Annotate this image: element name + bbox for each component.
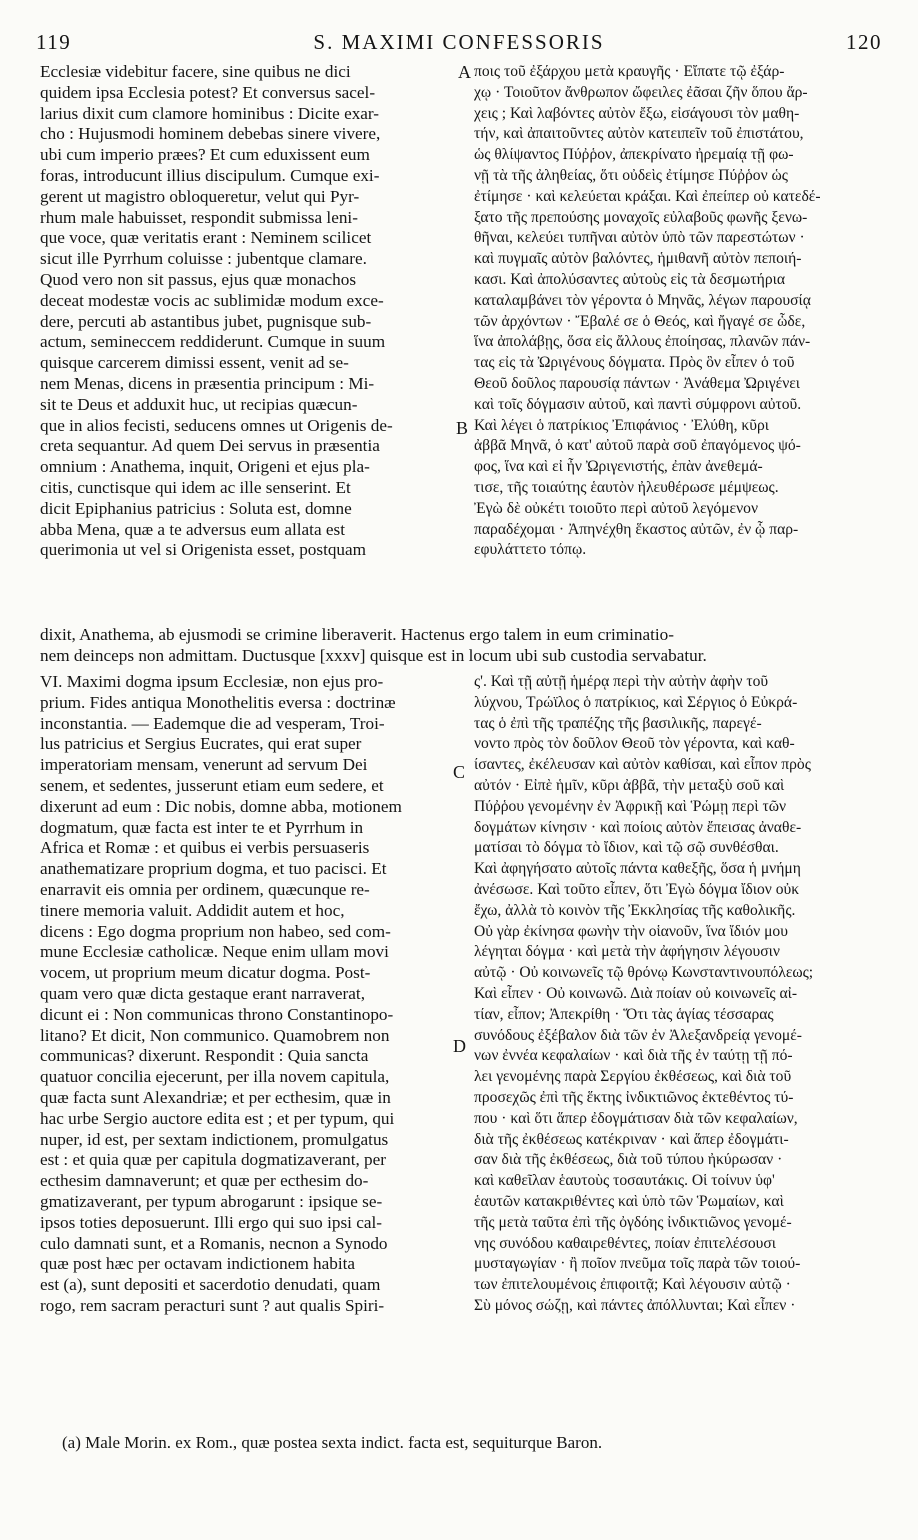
text-line: ματίσαι τὸ δόγμα τὸ ἴδιον, καὶ τῷ σῷ συνθέσθαι. (474, 839, 779, 857)
text-line: λύχνου, Τρώϊλος ὁ πατρίκιος, καὶ Σέργιος ὁ Εὐκρά- (474, 693, 798, 711)
text-line: dicens : Ego dogma proprium non habeo, sed com- (40, 921, 391, 941)
text-line: hac urbe Sergio auctore edita est ; et per typum, qui (40, 1108, 395, 1128)
text-line: gerent ut magistro obloqueretur, velut qui Pyr- (40, 186, 360, 206)
text-line: querimonia ut vel si Origenista esset, postquam (40, 540, 367, 560)
text-line: δογμάτων κίνησιν · καὶ ποίοις αὐτὸν ἔπεισας ἀναθε- (474, 818, 802, 836)
text-line: θῆναι, κελεύει τυπῆναι αὐτὸν ὑπὸ τῶν παρεστώτων · (474, 229, 805, 247)
text-line: ἵνα ἀπολάβῃς, ὅσα εἰς ἄλλους ἐποίησας, πλανῶν πάν- (474, 333, 811, 351)
text-line: mune Ecclesiæ catholicæ. Neque enim ullam movi (40, 942, 389, 962)
text-line: tinere memoria valuit. Addidit autem et hoc, (40, 900, 345, 920)
text-line: τισε, τῆς τοιαύτης ἑαυτὸν ἠλευθέρωσε μέμψεως. (474, 478, 779, 496)
text-line: Quod vero non sit passus, ejus quæ monachos (40, 269, 357, 289)
text-line: lus patricius et Sergius Eucrates, qui erat super (40, 734, 362, 754)
text-line: actum, semineccem reddiderunt. Cumque in suum (40, 332, 386, 352)
text-line: litano? Et dicit, Non communico. Quamobrem non (40, 1025, 390, 1045)
text-line: φος, ἵνα καὶ εἰ ἦν Ὠριγενιστής, ἐπὰν ἀνεθεμά- (474, 458, 763, 476)
text-line: que voce, quæ veritatis erant : Neminem scilicet (40, 228, 372, 248)
text-line: est : et quia quæ per capitula dogmatizaverant, per (40, 1150, 387, 1170)
text-line: sit te Deus et adduxit huc, ut recipias quæcun- (40, 394, 358, 414)
text-line: dixit, Anathema, ab ejusmodi se crimine liberaverit. Hactenus ergo talem in eum criminatio- (40, 625, 674, 644)
text-line: τίαν, εἶπον; Ἀπεκρίθη · Ὅτι τὰς ἁγίας τέσσαρας (474, 1005, 774, 1023)
text-line: τήν, καὶ ἀπαιτοῦντες αὐτὸν κατειπεῖν τοῦ ἐπιστάτου, (474, 125, 804, 143)
full-width-lines (40, 625, 880, 667)
greek-column-top (474, 62, 884, 561)
text-line: τας ὁ ἐπὶ τῆς τραπέζης τῆς βασιλικῆς, παρεγέ- (474, 714, 762, 732)
text-line: αὐτῷ · Οὐ κοινωνεῖς τῷ θρόνῳ Κωνσταντινουπόλεως; (474, 964, 814, 982)
text-line: quidem ipsa Ecclesia potest? Et conversus sacel- (40, 82, 376, 102)
page-header (36, 30, 882, 60)
page-number-left: 119 (36, 30, 72, 54)
text-line: χεις ; Καὶ λαβόντες αὐτὸν ἔξω, εἰσάγουσι τὸν μαθη- (474, 104, 800, 122)
text-line: Καὶ εἶπεν · Οὐ κοινωνῶ. Διὰ ποίαν οὐ κοινωνεῖς αἰ- (474, 984, 798, 1002)
latin-column-bottom (40, 672, 458, 1317)
text-line: ubi cum imperio præes? Et cum eduxissent eum (40, 145, 370, 165)
text-line: gmatizaverant, per typum abrogarunt : ipsique se- (40, 1191, 383, 1211)
text-line: imperatoriam mensam, venerunt ad servum Dei (40, 755, 368, 775)
text-line: citis, cunctisque qui idem ac ille senserint. Et (40, 477, 351, 497)
text-line: καὶ καθεῖλαν ἑαυτοὺς τοσαυτάκις. Οἱ τοίνυν ὑφ' (474, 1172, 775, 1190)
text-line: foras, introducunt illius discipulum. Cumque exi- (40, 165, 380, 185)
text-line: dixerunt ad eum : Dic nobis, domne abba, motionem (40, 796, 402, 816)
text-line: inconstantia. — Eademque die ad vesperam, Troi- (40, 713, 385, 733)
text-line: abba Mena, quæ a te adversus eum allata est (40, 519, 345, 539)
text-line: ecthesim damnaverunt; et quæ per ecthesim do- (40, 1171, 369, 1191)
text-line: anathematizare proprium dogma, et tuo pacisci. Et (40, 859, 387, 879)
text-line: culo damnati sunt, et a Romanis, necnon a Synodo (40, 1233, 388, 1253)
text-line: communicas? dixerunt. Respondit : Quia sancta (40, 1046, 369, 1066)
text-line: Θεοῦ δοῦλος παρουσίᾳ πάντων · Ἀνάθεμα Ὠριγένει (474, 374, 800, 392)
text-line: enarravit eis omnia per ordinem, quæcunque re- (40, 879, 370, 899)
text-line: sicut ille Pyrrhum coluisse : jubentque clamare. (40, 249, 367, 269)
text-line: Ἐγὼ δὲ οὐκέτι τοιοῦτο περὶ αὐτοῦ λεγόμενον (474, 499, 759, 517)
text-line: VI. Maximi dogma ipsum Ecclesiæ, non ejus pro- (40, 672, 384, 691)
text-line: Καὶ λέγει ὁ πατρίκιος Ἐπιφάνιος · Ἐλύθη, κῦρι (474, 416, 769, 434)
text-line: Καὶ ἀφηγήσατο αὐτοῖς πάντα καθεξῆς, ὅσα ἡ μνήμη (474, 860, 801, 878)
text-line: ξατο τῆς πρεπούσης μοναχοῖς εὐλαβοῦς φωνῆς ξενω- (474, 208, 808, 226)
text-line: τας εἰς τὰ Ὠριγένους δόγματα. Πρὸς ὃν εἶπεν ὁ τοῦ (474, 354, 795, 372)
text-line: dicunt ei : Non communicas throno Constantinopo- (40, 1004, 394, 1024)
text-line: νης συνόδου καθαιρεθέντες, ποίαν ἐπιτελέσουσι (474, 1234, 776, 1252)
text-line: ἐτίμησε · καὶ κελεύεται κράξαι. Καὶ ἐπείπερ οὐ κατεδέ- (474, 187, 821, 205)
text-line: ἑαυτῶν κατακριθέντες καὶ ὑπὸ τῶν Ῥωμαίων, καὶ (474, 1192, 784, 1210)
greek-column-bottom (474, 672, 884, 1317)
margin-marker-c: C (453, 762, 466, 782)
text-line: senem, et sedentes, jusserunt etiam eum sedere, et (40, 775, 384, 795)
text-line: νοντο πρὸς τὸν δοῦλον Θεοῦ τὸν γέροντα, καὶ καθ- (474, 735, 795, 753)
text-line: λέγηται δόγμα · καὶ μετὰ τὴν ἀφήγησιν λέγουσιν (474, 943, 780, 961)
text-line: quisque carcerem dimissi essent, venit ad se- (40, 353, 349, 373)
text-line: διὰ τῆς ἐκθέσεως κατέκριναν · καὶ ἅπερ ἐδογμάτι- (474, 1130, 789, 1148)
text-line: deceat modestæ vocis ac sublimidæ modum exce- (40, 290, 384, 310)
text-line: quam vero quæ dicta gestaque erant narraverat, (40, 983, 365, 1003)
text-line: αὐτόν · Εἰπὲ ἡμῖν, κῦρι ἀββᾶ, τὴν μεταξὺ σοῦ καὶ (474, 776, 785, 794)
page-number-right: 120 (846, 30, 882, 54)
text-line: quæ post hæc per octavam indictionem habita (40, 1254, 356, 1274)
text-line: ἀββᾶ Μηνᾶ, ὁ κατ' αὐτοῦ παρὰ σοῦ ἐπαγόμενος ψό- (474, 437, 801, 455)
text-line: εφυλάττετο τόπῳ. (474, 541, 587, 559)
text-line: τῆς μετὰ ταῦτα ἐπὶ τῆς ὀγδόης ἰνδικτιῶνος γενομέ- (474, 1213, 792, 1231)
text-line: ἀνέσωσε. Καὶ τοῦτο εἶπεν, ὅτι Ἐγὼ δόγμα ἴδιον οὐκ (474, 880, 800, 898)
text-line: λει γενομένης παρὰ Σεργίου ἐκθέσεως, καὶ διὰ τοῦ (474, 1068, 792, 1086)
text-line: quatuor concilia ejecerunt, per illa novem capitula, (40, 1067, 390, 1087)
text-line: quæ facta sunt Alexandriæ; et per ecthesim, quæ in (40, 1087, 391, 1107)
text-line: ποις τοῦ ἐξάρχου μετὰ κραυγῆς · Εἴπατε τῷ ἐξάρ- (474, 63, 785, 80)
text-line: nem deinceps non admittam. Ductusque [xxxv] quisque est in locum ubi sub custodia servabatur. (40, 645, 707, 665)
text-line: creta sequantur. Ad quem Dei servus in præsentia (40, 436, 380, 456)
text-line: est (a), sunt depositi et sacerdotio denudati, quam (40, 1275, 381, 1295)
margin-marker-b: B (456, 418, 469, 438)
text-line: συνόδους ἐξέβαλον διὰ τῶν ἐν Ἀλεξανδρείᾳ γενομέ- (474, 1026, 802, 1044)
text-line: Africa et Romæ : et quibus ei verbis persuaseris (40, 838, 370, 858)
text-line: νων ἐννέα κεφαλαίων · καὶ διὰ τῆς ἐν ταύτῃ τῇ πό- (474, 1047, 793, 1065)
margin-marker-a: A (458, 62, 471, 82)
text-line: que in alios fecisti, seducens omnes ut Origenis de- (40, 415, 393, 435)
text-line: τῶν ἀρχόντων · Ἔβαλέ σε ὁ Θεός, καὶ ἤγαγέ σε ὧδε, (474, 312, 806, 330)
text-line: nuper, id est, per sextam indictionem, promulgatus (40, 1129, 389, 1149)
latin-column-top (40, 62, 458, 561)
text-line: ς'. Καὶ τῇ αὐτῇ ἡμέρᾳ περὶ τὴν αὐτὴν ἀφὴν τοῦ (474, 673, 769, 690)
text-line: Σὺ μόνος σώζῃ, καὶ πάντες ἀπόλλυνται; Καὶ εἶπεν · (474, 1296, 796, 1314)
text-line: ipsos toties deposuerunt. Illi ergo qui suo ipsi cal- (40, 1212, 382, 1232)
text-line: καταλαμβάνει τὸν γέροντα ὁ Μηνᾶς, λέγων παρουσίᾳ (474, 291, 811, 309)
text-line: ίσαντες, ἐκέλευσαν καὶ αὐτὸν καθίσαι, καὶ εἶπον πρὸς (474, 756, 811, 774)
text-line: καὶ τοῖς δόγμασιν αὐτοῦ, καὶ παντὶ σύμφρονι αὐτοῦ. (474, 395, 802, 413)
footnote: (a) Male Morin. ex Rom., quæ postea sexta indict. facta est, sequiturque Baron. (62, 1433, 603, 1452)
text-line: prium. Fides antiqua Monothelitis eversa : doctrinæ (40, 692, 396, 712)
text-line: που · καὶ ὅτι ἅπερ ἐδογμάτισαν διὰ τῶν κεφαλαίων, (474, 1109, 798, 1127)
text-line: ὡς θλίψαντος Πύῤῥον, ἀπεκρίνατο ἠρεμαίᾳ τῇ φω- (474, 146, 794, 164)
text-line: ἔχω, ἀλλὰ τὸ κοινὸν τῆς Ἐκκλησίας τῆς καθολικῆς. (474, 901, 796, 919)
text-line: νῇ τὰ τῆς ἀληθείας, ὅτι οὐδεὶς ἐτίμησε Πύῤῥον ὡς (474, 166, 788, 184)
text-line: Οὐ γὰρ ἐκίνησα φωνὴν τὴν οἱανοῦν, ἵνα ἴδιόν μου (474, 922, 788, 940)
text-line: omnium : Anathema, inquit, Origeni et ejus pla- (40, 457, 370, 477)
text-line: παραδέχομαι · Ἀπηνέχθη ἕκαστος αὐτῶν, ἐν ᾧ παρ- (474, 520, 799, 538)
text-line: Ecclesiæ videbitur facere, sine quibus ne dici (40, 62, 351, 81)
text-line: nem Menas, dicens in præsentia principum : Mi- (40, 373, 375, 393)
text-line: dere, percuti ab astantibus jubet, pugnisque sub- (40, 311, 372, 331)
text-line: χῳ · Τοιοῦτον ἄνθρωπον ὤφειλες ἐᾶσαι ζῆν ὅπου ἄρ- (474, 83, 808, 101)
text-line: κασι. Καὶ ἀπολύσαντες αὐτοὺς εἰς τὰ δεσμωτήρια (474, 270, 785, 288)
text-line: σαν διὰ τῆς ἐκθέσεως, διὰ τοῦ τύπου ἠκύρωσαν · (474, 1151, 783, 1169)
text-line: dogmatum, quæ facta est inter te et Pyrrhum in (40, 817, 364, 837)
text-line: μυσταγωγίαν · ἢ ποῖον πνεῦμα τοῖς παρὰ τῶν τοιού- (474, 1255, 801, 1273)
text-line: cho : Hujusmodi hominem debebas sinere vivere, (40, 124, 381, 144)
margin-marker-d: D (453, 1036, 466, 1056)
text-line: rogo, rem sacram peracturi sunt ? aut qualis Spiri- (40, 1295, 385, 1315)
text-line: vocem, ut proprium meum dicatur dogma. Post- (40, 963, 371, 983)
text-line: rhum male habuisset, respondit submissa leni- (40, 207, 358, 227)
text-line: καὶ πυγμαῖς αὐτὸν βαλόντες, ἡμιθανῆ αὐτὸν πεποιή- (474, 250, 802, 268)
text-line: των ἐπιτελουμένοις ἐπιφοιτᾷ; Καὶ λέγουσιν αὐτῷ · (474, 1276, 791, 1294)
text-line: dicit Epiphanius patricius : Soluta est, domne (40, 498, 352, 518)
text-line: larius dixit cum clamore hominibus : Dicite exar- (40, 103, 380, 123)
text-line: Πύῤῥου γενομένην ἐν Ἀφρικῇ καὶ Ῥώμῃ περὶ τῶν (474, 797, 787, 815)
text-line: προσεχῶς ἐπὶ τῆς ἕκτης ἰνδικτιῶνος ἐκτεθέντος τύ- (474, 1088, 794, 1106)
running-title: S. MAXIMI CONFESSORIS (313, 30, 605, 54)
